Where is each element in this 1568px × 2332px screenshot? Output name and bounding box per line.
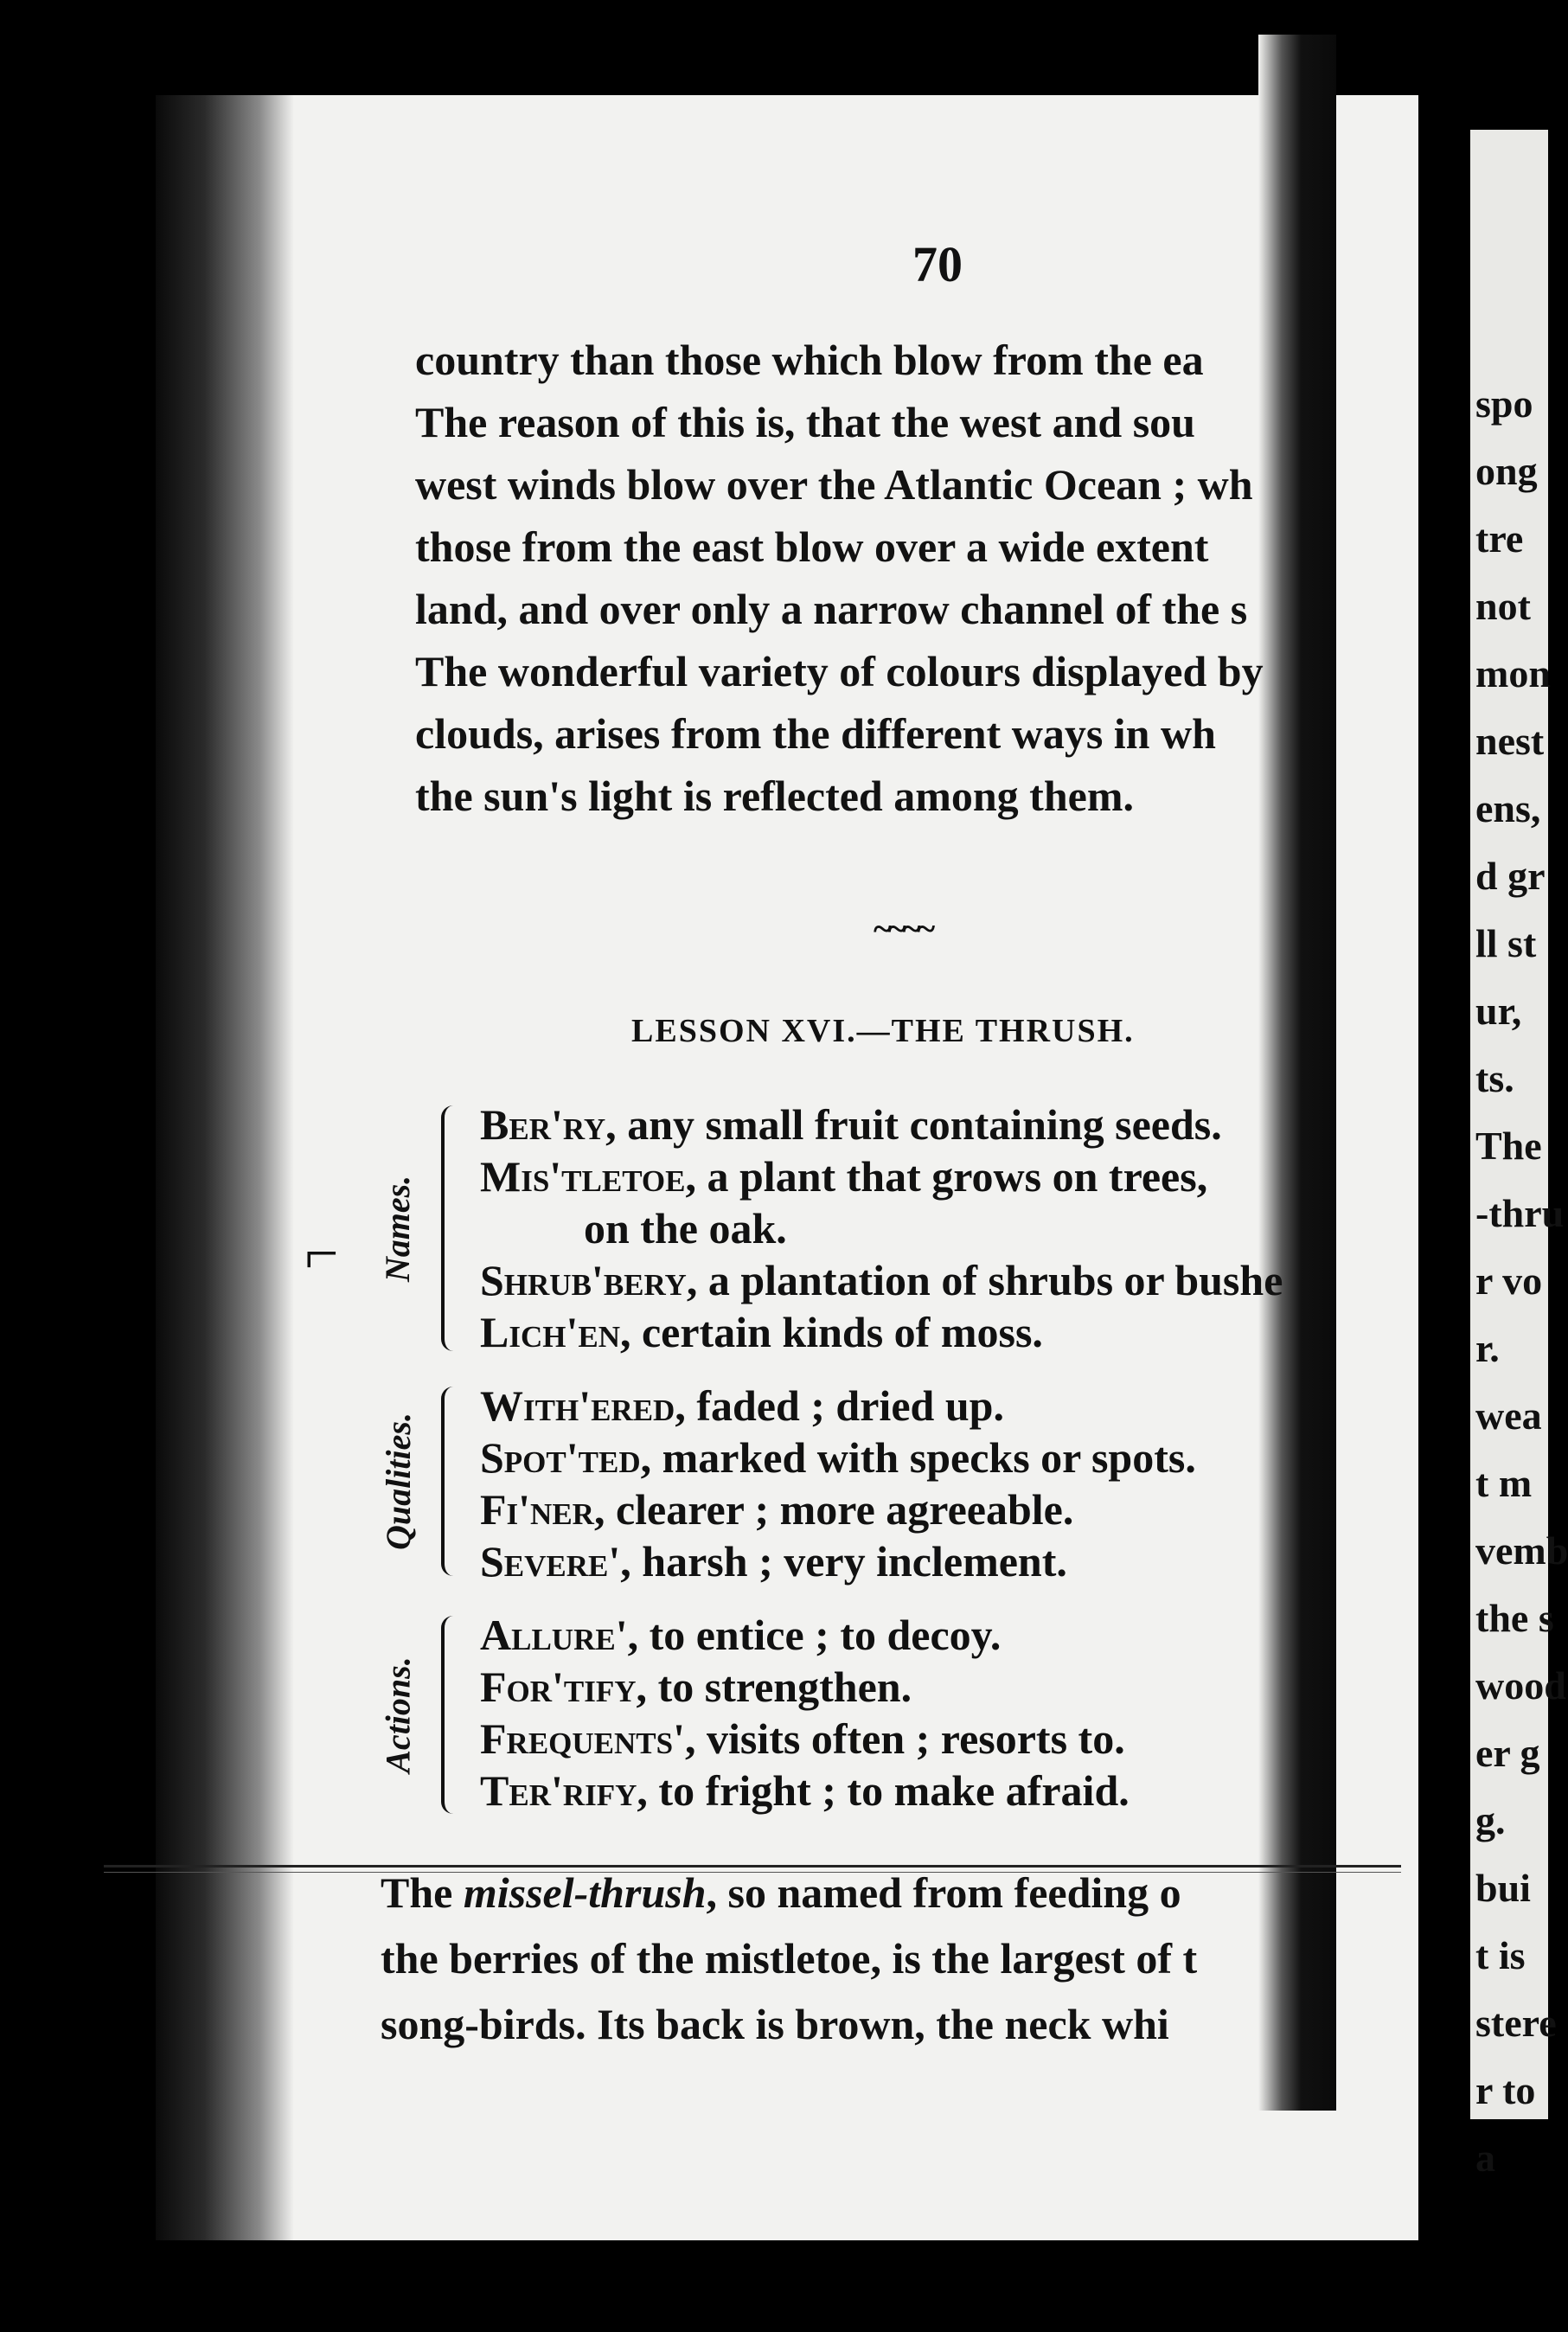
vocab-definition: a plantation of shrubs or bushe [707,1256,1283,1304]
category-label [372,1099,424,1358]
category-label [372,1609,424,1821]
facing-page-fragment: ll st [1475,921,1537,965]
vocab-group [372,1609,1462,1821]
facing-page-fragment: the s [1475,1596,1554,1640]
paragraph-line: the berries of the mistletoe, is the largest of t [381,1934,1198,1983]
facing-page-fragment: r to [1475,2068,1536,2112]
vocab-word: Spot'ted, [480,1433,652,1482]
text-line: clouds, arises from the different ways in wh [415,709,1216,758]
vocab-definition: visits often ; resorts to. [707,1714,1125,1763]
lesson-title: LESSON XVI.—THE THRUSH. [631,1013,1135,1049]
brace-icon [441,1387,460,1576]
entry-list [480,1099,1475,1358]
category-text: Names. [378,1175,418,1282]
facing-page-fragment: ts. [1475,1056,1514,1100]
text-line: west winds blow over the Atlantic Ocean ; wh [415,460,1253,509]
paragraph-text: The [381,1868,453,1917]
lesson-paragraph [381,1860,1436,2057]
entry-list [480,1609,1475,1816]
section-ornament: ~~~~ [874,909,932,948]
brace-icon [441,1616,460,1814]
vocab-word: Mis'tletoe, [480,1152,696,1201]
vocab-definition: to entice ; to decoy. [649,1611,1002,1659]
vocab-entry [480,1535,1475,1587]
pencil-mark-icon: ⌐ [304,1220,339,1287]
vocab-definition: faded ; dried up. [696,1381,1004,1430]
category-text: Actions. [378,1656,418,1773]
category-text: Qualities. [378,1413,418,1550]
facing-page-fragment: er g [1475,1731,1540,1775]
vocab-definition: clearer ; more agreeable. [615,1485,1074,1534]
vocab-definition: marked with specks or spots. [662,1433,1196,1482]
facing-page-fragment: r. [1475,1326,1500,1370]
vocab-group [372,1380,1462,1586]
intro-text [415,329,1436,827]
vocab-group [372,1099,1462,1358]
vocab-entry [480,1432,1475,1483]
facing-page-fragment: mon [1475,651,1551,695]
vocab-entry [480,1150,1475,1202]
vocab-word: Ber'ry, [480,1100,617,1149]
text-line: the sun's light is reflected among them. [415,772,1134,820]
emphasized-term: missel-thrush [463,1868,707,1917]
vocab-definition: a plant that grows on trees, [707,1152,1208,1201]
text-line: country than those which blow from the ea [415,336,1204,384]
category-label [372,1380,424,1583]
facing-page-fragment: spo [1475,381,1533,426]
page-number: 70 [912,236,963,292]
facing-page-fragment: ur, [1475,989,1522,1033]
page-gutter-shadow [156,95,294,2240]
facing-page-fragment: The [1475,1124,1542,1168]
paragraph-text: , so named from feeding o [706,1868,1181,1917]
brace-icon [441,1105,460,1351]
facing-page-fragment: vemb [1475,1528,1568,1573]
vocab-entry [480,1713,1475,1765]
vocab-entry [480,1380,1475,1432]
facing-page-fragment: r vo [1475,1259,1543,1303]
vocab-definition: any small fruit containing seeds. [627,1100,1222,1149]
facing-page-fragment: t is [1475,1933,1526,1977]
vocab-word: Allure', [480,1611,639,1659]
vocab-entry [480,1099,1475,1150]
vocab-entry [480,1609,1475,1661]
facing-page-fragment: g. [1475,1798,1506,1842]
vocab-word: Severe', [480,1537,631,1586]
vocab-definition: to strengthen. [657,1663,912,1711]
vocab-word: Ter'rify, [480,1766,648,1815]
vocab-definition: on the oak. [584,1204,787,1252]
vocab-entry [480,1765,1475,1816]
vocab-word: Fi'ner, [480,1485,605,1534]
vocab-entry [480,1254,1475,1306]
facing-page-fragment: a [1475,2136,1495,2180]
facing-page-fragment: stere [1475,2001,1557,2045]
text-line: those from the east blow over a wide extent [415,522,1209,571]
paragraph-line: song-birds. Its back is brown, the neck whi [381,2000,1169,2048]
facing-page-fragment: ens, [1475,786,1541,830]
facing-page-fragment: t m [1475,1461,1533,1505]
vocab-word: Lich'en, [480,1308,631,1356]
facing-page-fragment: wea [1475,1393,1542,1438]
vocab-word: Frequents', [480,1714,696,1763]
vocab-word: Shrub'bery, [480,1256,698,1304]
vocab-definition: certain kinds of moss. [641,1308,1043,1356]
vocab-entry [480,1306,1475,1358]
facing-page-fragment: nest [1475,719,1545,763]
facing-page-fragment: -thru [1475,1191,1565,1235]
facing-page-fragment: ong [1475,449,1538,493]
vocab-definition: harsh ; very inclement. [642,1537,1067,1586]
vocab-word: With'ered, [480,1381,686,1430]
facing-page-fragment: tre [1475,516,1524,561]
vocab-entry-continuation [480,1202,1475,1254]
facing-page-fragment: bui [1475,1866,1531,1910]
vocab-entry [480,1483,1475,1535]
text-line: The wonderful variety of colours displayed by [415,647,1264,695]
facing-page-fragment: d gr [1475,854,1546,898]
vocab-entry [480,1661,1475,1713]
facing-page-fragment: wood [1475,1663,1566,1707]
facing-page-edge [1470,130,1568,2180]
text-line: land, and over only a narrow channel of the s [415,585,1248,633]
paragraph-line [381,1860,1436,1925]
vocab-word: For'tify, [480,1663,648,1711]
facing-page-fragment: not [1475,584,1531,628]
entry-list [480,1380,1475,1587]
vocab-definition: to fright ; to make afraid. [658,1766,1130,1815]
text-line: The reason of this is, that the west and sou [415,398,1195,446]
